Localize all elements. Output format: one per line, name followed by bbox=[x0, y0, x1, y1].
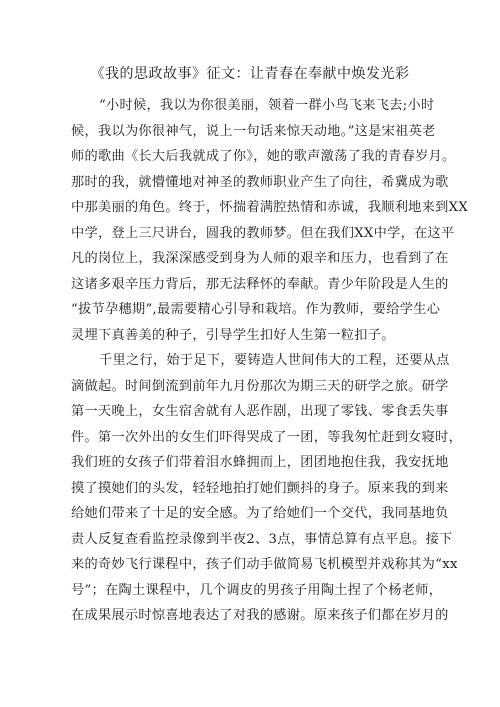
document-title: 《我的思政故事》征文：让青春在奉献中焕发光彩 bbox=[90, 66, 410, 82]
document-body bbox=[71, 93, 469, 629]
paragraph-1-line-3: 师的歌曲《长大后我就成了你》，她的歌声激荡了我的青春岁月。 bbox=[71, 149, 456, 164]
paragraph-2-line-7: 给她们带来了十足的安全感。为了给她们一个交代，我同基地负 bbox=[71, 506, 449, 521]
paragraph-1-line-4: 那时的我，就懵懂地对神圣的教师职业产生了向往，希冀成为歌 bbox=[71, 174, 449, 190]
paragraph-1-line-7: 凡的岗位上，我深深感受到身为人师的艰辛和压力，也看到了在 bbox=[71, 251, 449, 266]
paragraph-1-line-1: “小时候，我以为你很美丽，领着一群小鸟飞来飞去;小时 bbox=[99, 98, 435, 113]
paragraph-1-line-2: 候，我以为你很神气，说上一句话来惊天动地。”这是宋祖英老 bbox=[71, 123, 436, 139]
paragraph-2-line-11: 在成果展示时惊喜地表达了对我的感谢。原来孩子们都在岁月的 bbox=[71, 608, 449, 623]
paragraph-2-line-2: 滴做起。时间倒流到前年九月份那次为期三天的研学之旅。研学 bbox=[71, 378, 449, 394]
paragraph-2-line-3: 第一天晚上，女生宿舍就有人恶作剧，出现了零钱、零食丢失事 bbox=[71, 404, 449, 419]
paragraph-1-line-5: 中那美丽的角色。终于，怀揣着满腔热情和赤诚，我顺利地来到XX bbox=[71, 200, 469, 215]
paragraph-2-line-5: 我们班的女孩子们带着泪水蜂拥而上，团团地抱住我，我安抚地 bbox=[71, 455, 449, 470]
paragraph-2-line-6: 摸了摸她们的头发，轻轻地拍打她们颤抖的身子。原来我的到来 bbox=[71, 480, 449, 496]
paragraph-1-line-10: 灵埋下真善美的种子，引导学生扣好人生第一粒扣子。 bbox=[71, 327, 395, 343]
paragraph-2-line-10: 号”；在陶土课程中，几个调皮的男孩子用陶土捏了个杨老师， bbox=[71, 582, 443, 598]
paragraph-2-line-9: 来的奇妙飞行课程中，孩子们动手做简易飞机模型并戏称其为“xx bbox=[71, 557, 458, 572]
paragraph-1-line-9: “拔节孕穗期”,最需要精心引导和栽培。作为教师，要给学生心 bbox=[71, 302, 441, 317]
paragraph-2-line-8: 责人反复查看监控录像到半夜2、3点，事情总算有点平息。接下 bbox=[71, 531, 453, 547]
paragraph-2-line-4: 件。第一次外出的女生们吓得哭成了一团，等我匆忙赶到女寝时， bbox=[71, 429, 463, 445]
paragraph-2-line-1: 千里之行，始于足下，要铸造人世间伟大的工程，还要从点 bbox=[99, 353, 450, 368]
paragraph-1-line-8: 这诸多艰辛压力背后，那无法释怀的奉献。青少年阶段是人生的 bbox=[71, 276, 449, 292]
paragraph-1-line-6: 中学，登上三尺讲台，圆我的教师梦。但在我们XX中学，在这平 bbox=[71, 225, 455, 241]
